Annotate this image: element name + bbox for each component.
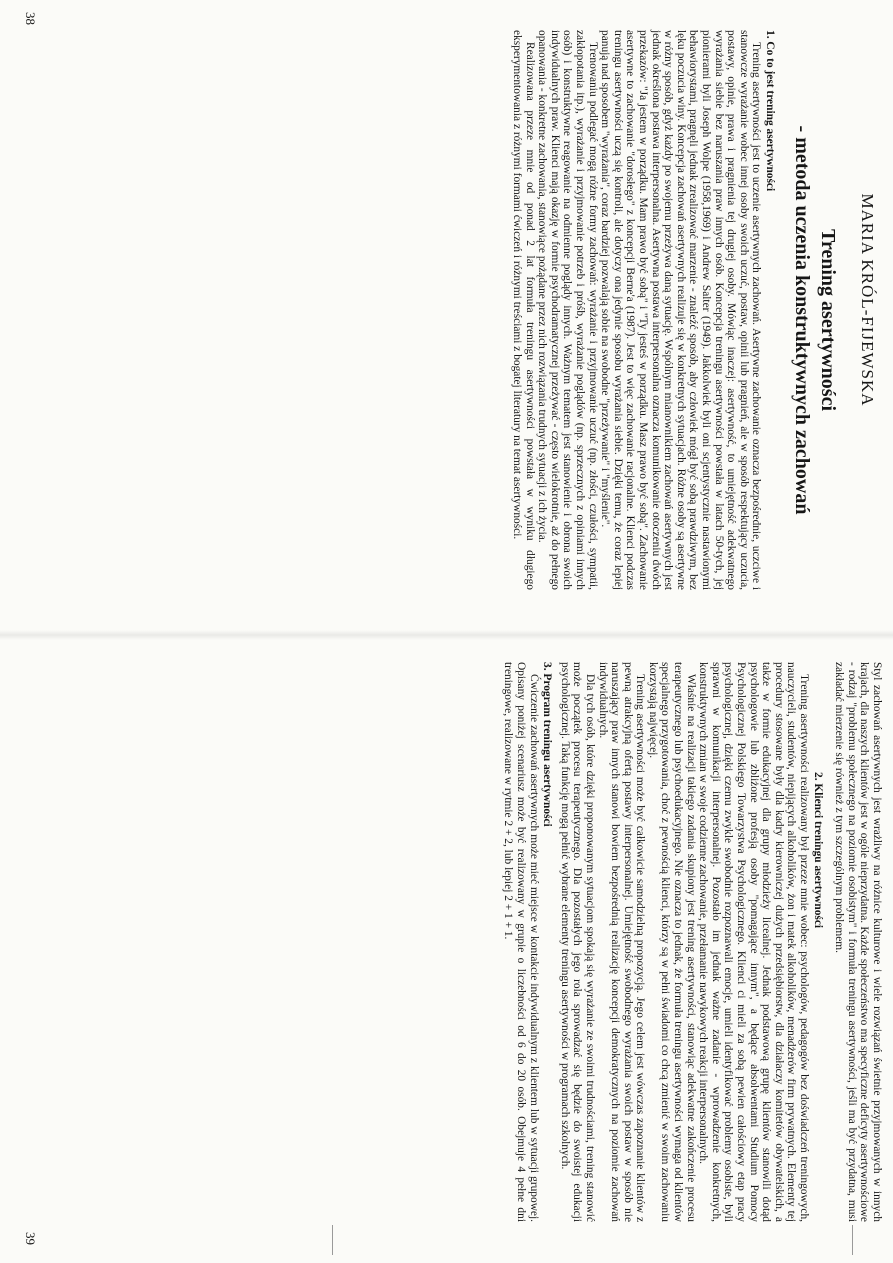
article-title: Trening asertywności	[817, 228, 839, 412]
running-head-author: MARIA KRÓL-FIJEWSKA	[858, 193, 877, 407]
page-number-right: 39	[23, 1232, 38, 1245]
section-heading-1: 1. Co to jest trening asertywności	[764, 30, 776, 192]
paragraph: Trening asertywności może być całkowicie samodzielną propozycją. Jego celem jest wówczas zapoznanie klientów z pewną atrakcyjną ofertą postawy interpersonalnej. Umiejętność swobodnego wyrażania swoich postaw w sposób nie naruszający praw innych stanowi bowiem bezpośrednią realizację koncepcji demokratycznych na poziomie zachowań indywidualnych.	[596, 662, 647, 1222]
right-page	[0, 636, 893, 1263]
scan-edge-mark	[332, 1225, 333, 1255]
paragraph: Trening asertywności realizowany był przeze mnie wobec: psychologów, pedagogów bez doświadczeń treningowych, nauczycieli, studentów, niepijących alkoholików, żon i matek alkoholików, menadżerów firm prywatnych. Elementy tej procedury stosowane były dla kadry kierowniczej dużych przedsiębiorstw, dla działaczy komitetów obywatelskich, a także w formie edukacyjnej dla grupy młodzieży licealnej. Jednak podstawową grupę klientów stanowili dotąd psychologowie lub zbliżone profesją osoby "pomagające innym", a będące absolwentami Studium Pomocy Psychologicznej Polskiego Towarzystwa Psychologicznego. Klienci ci mieli za sobą pewien całościowy etap pracy psychologicznej, dzięki czemu zwykle swobodnie rozpoznawali emocje, umieli identyfikować problemy osobiste, byli sprawni w komunikacji interpersonalnej. Pozostało im jednak ważne zadanie - wprowadzenie konkretnych, konstruktywnych zmian w swoje codzienne zachowanie, przełamanie nawykowych reakcji interpersonalnych.	[697, 662, 811, 1222]
paragraph: Trenowaniu podlegać mogą różne formy zachowań: wyrażanie i przyjmowanie uczuć (np. złości, czułości, sympatii, zakłopotania itp.), wyrażanie i przyjmowanie potrzeb i próśb, wyrażanie poglądów (np. sprzecznych z opiniami innych osób) i konstruktywne reagowanie na odmienne poglądy innych. Ważnym tematem jest stanowienie i obrona swoich indywidualnych praw. Klienci mają okazję w formie psychodramatycznej przeżywać - często wielokrotnie, aż do pełnego opanowania - konkretne zachowania, stanowiące pożądane przez nich rozwiązania trudnych sytuacji z ich życia.	[536, 30, 599, 590]
paragraph: Styl zachowań asertywnych jest wrażliwy na różnice kulturowe i wiele rozwiązań świetnie przyjmowanych w innych krajach, dla naszych klientów jest w ogóle nieprzydatna. Każde społeczeństwo ma specyficzne deficyty asertywnościowe - rodzaj "problemu społecznego na poziomie osobistym" i formuła treningu asertywności, jeśli ma być przydatna, musi zakładać mierzenie się również z tym szczególnym problemem.	[833, 662, 883, 1222]
left-text-column	[511, 30, 781, 590]
section-heading-3: 3. Program treningu asertywności	[541, 662, 554, 827]
scan-edge-mark	[852, 1225, 853, 1255]
paragraph: Trening asertywności jest to uczenie asertywnych zachowań. Asertywne zachowanie oznacza bezpośrednie, uczciwe i stanowcze wyrażanie wobec innej osoby swoich uczuć, postaw, opinii lub pragnień, ale w sposób respektujący uczucia, postawy, opinie, prawa i pragnienia tej drugiej osoby. Mówiąc inaczej: asertywność, to umiejętność adekwatnego wyrażania siebie bez naruszania praw innych osób. Koncepcja treningu asertywności powstała w latach 50-tych, jej pionierami byli Joseph Wolpe (1958,1969) i Andrew Salter (1949). Jakkolwiek byli oni scjentystycznie nastawionymi behawiorystami, pragnęli jednak zrealizować marzenie - znaleźć sposób, aby człowiek mógł być sobą prawdziwym, bez lęku poczucia winy. Koncepcja zachowań asertywnych realizuje się w konkretnych sytuacjach. Różne osoby są asertywne w różny sposób, gdyż każdy po swojemu przeżywa daną sytuację. Wspólnym mianownikiem zachowań asertywnych jest jednak określona postawa interpersonalna. Asertywna postawa interpersonalna oznacza komunikowanie otoczeniu dwóch przekazów: "Ja jestem w porządku. Mam prawo być sobą" i "Ty jesteś w porządku. Masz prawo być sobą". Zachowanie asertywne to zachowanie "dorosłego" z koncepcji Berne'a (1987). Jest to więc zachowanie racjonalne. Klienci podczas treningu asertywności uczą się kontroli, ale dotyczy ona jedynie sposobu wyrażania siebie. Dzięki temu, że coraz lepiej panują nad sposobem "wyrażania", coraz bardziej pozwalają sobie na swobodne "przeżywanie" i "myślenie".	[599, 30, 763, 590]
section-heading-2: 2. Klienci treningu asertywności	[811, 772, 824, 929]
paragraph: Realizowana przeze mnie od ponad 2 lat formuła treningu asertywności powstała w wyniku długiego eksperymentowania z różnymi formami ćwiczeń i różnymi treściami z bogatej literatury na temat asertywności.	[511, 30, 536, 590]
article-subtitle: - metoda uczenia konstruktywnych zachowań	[791, 125, 813, 515]
article-title-block	[789, 40, 841, 600]
page-number-left: 38	[23, 12, 38, 25]
right-text-column	[502, 662, 883, 1222]
paragraph: Ćwiczenie zachowań asertywnych może mieć miejsce w kontakcie indywidualnym z klientem lub w sytuacji grupowej. Opisany poniżej scenariusz może być realizowany w grupie o liczebności od 6 do 20 osób. Obejmuje 4 pełne dni treningowe, realizowane w rytmie 2 + 2, lub lepiej 2 + 1 + 1.	[502, 662, 540, 1222]
paragraph: Właśnie na realizacji takiego zadania skupiony jest trening asertywności, stanowiąc adekwatne zakończenie procesu terapeutycznego lub psychoedukacyjnego. Nie oznacza to jednak, że formuła treningu asertywności wymaga od klientów specjalnego przygotowania, choć z pewnością klienci, którzy są w pełni świadomi co chcą zmienić w swoim zachowaniu korzystają najwięcej.	[646, 662, 697, 1222]
paragraph: Dla tych osób, które dzięki proponowanym sytuacjom spokają się wyrażanie ze swoimi trudnościami, trening stanowić może początek procesu terapeutycznego. Dla pozostałych jego rola sprowadzać się będzie do swoistej edukacji psychologicznej. Taką funkcję mogą pełnić wybrane elementy treningu asertywności w programach szkolnych.	[558, 662, 596, 1222]
